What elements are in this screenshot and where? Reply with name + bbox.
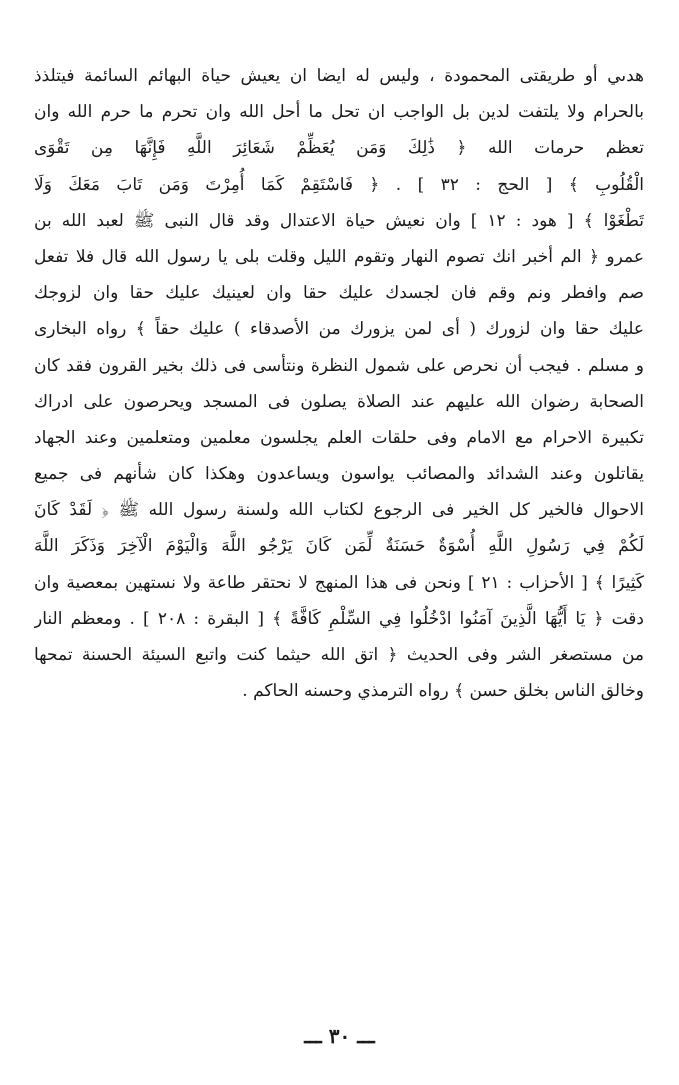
text-line: هدىي أو طريقتى المحمودة ، وليس له ايضا ان يعيش حياة البهائم السائمة فيتلذذ (34, 66, 644, 86)
text-line: تكبيرة الاحرام مع الامام وفى حلقات العلم يجلسون معلمين ومتعلمين وعند الجهاد (34, 427, 644, 448)
text-line: كَثِيرًا ﴾ [ الأحزاب : ٢١ ] ونحن فى هذا المنهج لا نحتقر طاعة ولا نستهين بمعصية وان (34, 572, 644, 593)
body-text (34, 58, 644, 709)
text-line: تَطْغَوْا ﴾ [ هود : ١٢ ] وان نعيش حياة الاعتدال وقد قال النبى ﷺ لعبد الله بن (34, 210, 644, 231)
text-line: صم وافطر ونم وقم فان لجسدك عليك حقا وان لعينيك عليك حقا وان لزوجك (34, 283, 644, 304)
text-line: لَكُمْ فِي رَسُولِ اللَّهِ أُسْوَةٌ حَسَنَةٌ لِّمَن كَانَ يَرْجُو اللَّهَ وَالْيَوْمَ الْآخِرَ وَذَكَرَ اللَّهَ (34, 536, 644, 557)
text-line: الْقُلُوبِ ﴾ [ الحج : ٣٢ ] . ﴿ فَاسْتَقِمْ كَمَا أُمِرْتَ وَمَن تَابَ مَعَكَ وَلَا (34, 174, 644, 195)
text-line: بالحرام ولا يلتفت لدين بل الواجب ان تحل ما أحل الله وان تحرم ما حرم الله وان (34, 102, 644, 123)
text-line: دقت ﴿ يَا أَيُّهَا الَّذِينَ آمَنُوا ادْخُلُوا فِي السِّلْمِ كَافَّةً ﴾ [ البقرة : ٢٠٨ ] . ومعظم النار (34, 608, 644, 629)
text-line-last: وخالق الناس بخلق حسن ﴾ رواه الترمذي وحسنه الحاكم . (242, 681, 644, 702)
text-line: و مسلم . فيجب أن نحرص على شمول النظرة ونتأسى فى ذلك بخير القرون فقد كان (34, 355, 644, 376)
text-line: عمرو ﴿ الم أخبر انك تصوم النهار وتقوم الليل وقلت بلى يا رسول الله قال فلا تفعل (34, 246, 644, 267)
text-line: يقاتلون وعند الشدائد والمصائب يواسون ويساعدون وهكذا كان شأنهم فى جميع (34, 464, 644, 485)
page-number: ـــ ٣٠ ـــ (304, 1024, 375, 1048)
text-line: الصحابة رضوان الله عليهم عند الصلاة يصلون فى المسجد ويحرصون على ادراك (34, 391, 644, 412)
text-line: من مستصغر الشر وفى الحديث ﴿ اتق الله حيثما كنت واتبع السيئة الحسنة تمحها (34, 645, 644, 665)
text-line: تعظم حرمات الله ﴿ ذَٰلِكَ وَمَن يُعَظِّمْ شَعَائِرَ اللَّهِ فَإِنَّهَا مِن تَقْوَى (34, 138, 644, 159)
text-line: عليك حقا وان لزورك ( أى لمن يزورك من الأصدقاء ) عليك حقاً ﴾ رواه البخارى (34, 319, 644, 340)
text-line: الاحوال فالخير كل الخير فى الرجوع لكتاب الله ولسنة رسول الله ﷺ ﴿ لَقَدْ كَانَ (34, 500, 644, 521)
